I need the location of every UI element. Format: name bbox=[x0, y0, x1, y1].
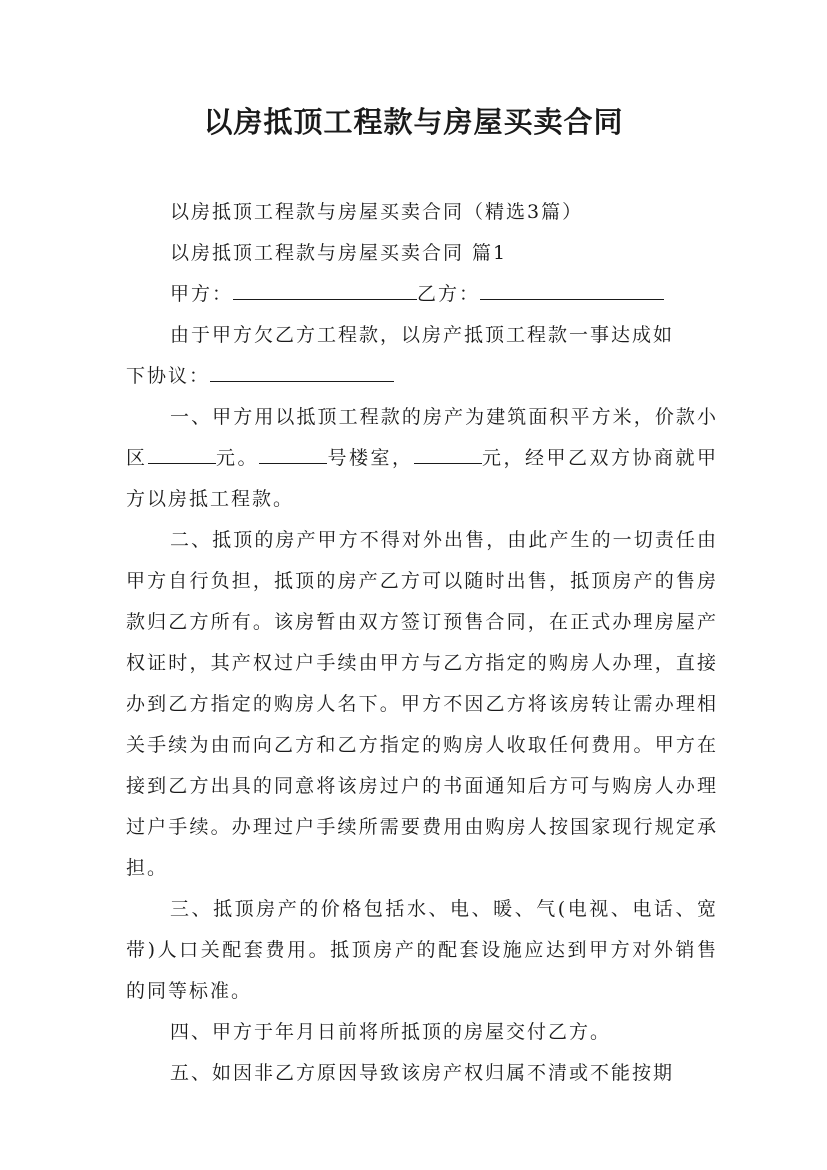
clause-5: 五、如因非乙方原因导致该房产权归属不清或不能按期 bbox=[170, 1062, 675, 1084]
amount-blank bbox=[414, 441, 482, 464]
clause-4: 四、甲方于年月日前将所抵顶的房屋交付乙方。 bbox=[170, 1021, 612, 1043]
document-title: 以房抵顶工程款与房屋买卖合同 bbox=[203, 105, 624, 139]
parties-line bbox=[126, 274, 718, 315]
clause-1-part-2: 元。 bbox=[215, 447, 259, 469]
clause-2: 二、抵顶的房产甲方不得对外出售，由此产生的一切责任由甲方自行负担，抵顶的房产乙方可以随时出售，抵顶房产的售房款归乙方所有。该房暂由双方签订预售合同，在正式办理房屋产权证时，其产权过户手续由甲方与乙方指定的购房人办理，直接办到乙方指定的购房人名下。甲方不因乙方将该房转让需办理相关手续为由而向乙方和乙方指定的购房人收取任何费用。甲方在接到乙方出具的同意将该房过户的书面通知后方可与购房人办理过户手续。办理过户手续所需要费用由购房人按国家现行规定承担。 bbox=[126, 529, 718, 879]
clause-1-part-4: 元，经甲乙双方协商就甲方以房抵工程款。 bbox=[126, 447, 718, 510]
party-b-blank bbox=[480, 277, 664, 300]
party-a-label: 甲方： bbox=[170, 283, 234, 305]
document-body bbox=[126, 192, 718, 1094]
intro-line-1: 由于甲方欠乙方工程款，以房产抵顶工程款一事达成如 bbox=[170, 324, 675, 346]
section-heading: 以房抵顶工程款与房屋买卖合同 篇1 bbox=[170, 242, 508, 264]
intro-label: 下协议： bbox=[126, 365, 211, 387]
party-a-blank bbox=[233, 277, 417, 300]
clause-1 bbox=[126, 397, 718, 520]
clause-1-part-1: 一、甲方用以抵顶工程款的房产为建筑面积平方米，价款小区 bbox=[126, 406, 718, 469]
clause-1-part-3: 号楼室， bbox=[327, 447, 414, 469]
building-blank bbox=[259, 441, 327, 464]
intro-blank bbox=[210, 359, 394, 382]
party-b-label: 乙方： bbox=[417, 283, 481, 305]
document-subtitle: 以房抵顶工程款与房屋买卖合同（精选3篇） bbox=[170, 201, 584, 223]
intro-line-2 bbox=[126, 356, 718, 397]
price-blank bbox=[148, 441, 216, 464]
clause-3: 三、抵顶房产的价格包括水、电、暖、气(电视、电话、宽带)人口关配套费用。抵顶房产的配套设施应达到甲方对外销售的同等标准。 bbox=[126, 898, 718, 1002]
